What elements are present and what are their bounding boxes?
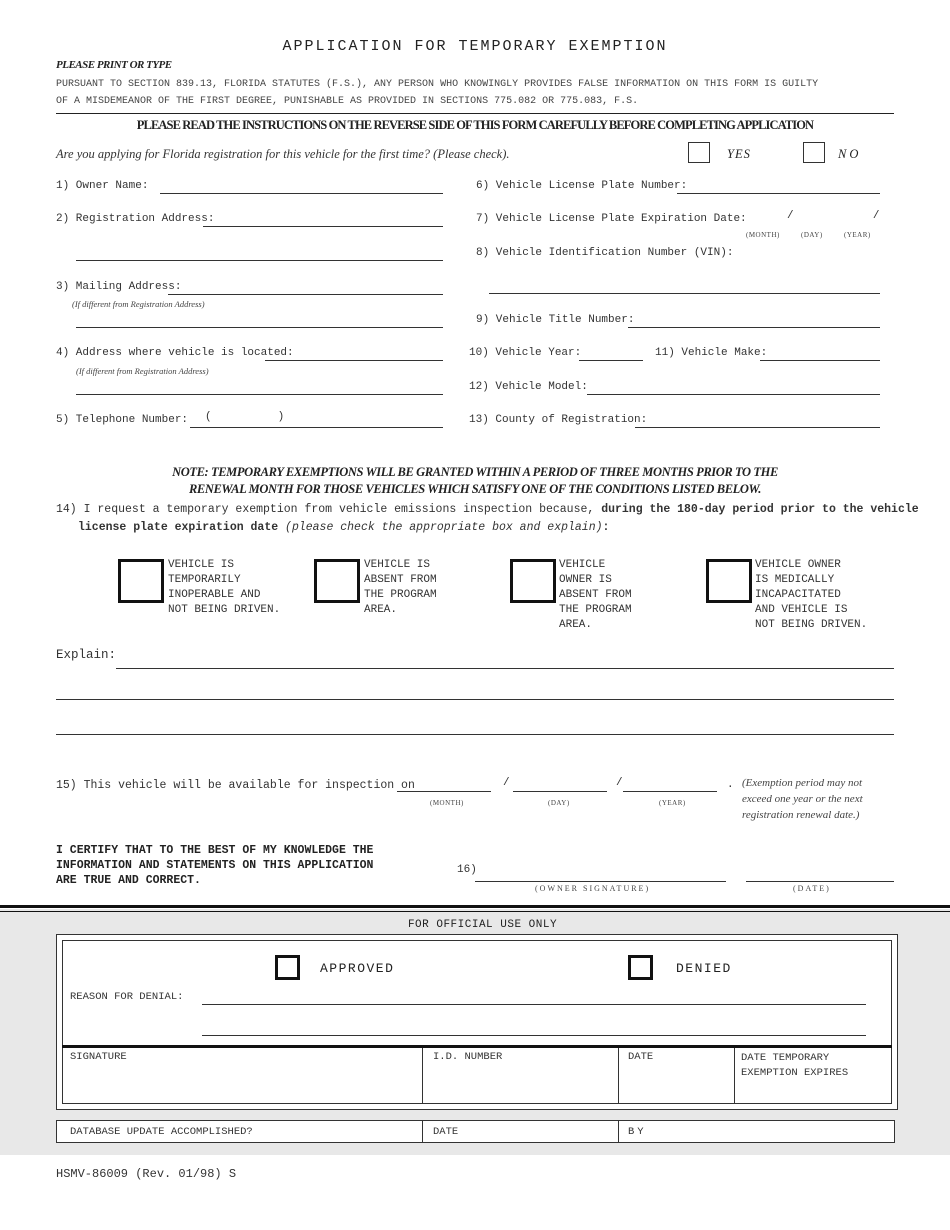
approved-checkbox[interactable] bbox=[275, 955, 300, 980]
inoperable-line: TEMPORARILY bbox=[168, 574, 241, 586]
owner-absent-line: VEHICLE bbox=[559, 559, 606, 571]
certification-text bbox=[56, 843, 373, 888]
exemption-note-line: exceed one year or the next bbox=[742, 793, 863, 805]
approved-label: APPROVED bbox=[320, 961, 395, 976]
request-line-2 bbox=[78, 521, 609, 534]
certification-line: ARE TRUE AND CORRECT. bbox=[56, 874, 201, 887]
grid-col-2 bbox=[618, 1048, 619, 1104]
telephone-label: 5) Telephone Number: bbox=[56, 414, 189, 426]
official-use-header: FOR OFFICIAL USE ONLY bbox=[407, 919, 558, 931]
explain-line-1[interactable] bbox=[116, 668, 894, 669]
denied-checkbox[interactable] bbox=[628, 955, 653, 980]
plate-exp-day-caption: (DAY) bbox=[801, 231, 823, 239]
title-number-label: 9) Vehicle Title Number: bbox=[476, 314, 635, 326]
medical-line: VEHICLE OWNER bbox=[755, 559, 841, 571]
explain-line-2[interactable] bbox=[56, 699, 894, 700]
no-checkbox[interactable] bbox=[803, 142, 825, 163]
inspection-month-line[interactable] bbox=[397, 791, 491, 792]
inspection-slash-2: / bbox=[616, 777, 623, 789]
expiration-label bbox=[741, 1051, 848, 1081]
request-line-2-bold: license plate expiration date bbox=[78, 521, 279, 534]
denied-label: DENIED bbox=[676, 961, 732, 976]
vehicle-year-line[interactable] bbox=[579, 360, 643, 361]
inspection-day-line[interactable] bbox=[513, 791, 607, 792]
vehicle-absent-line: VEHICLE IS bbox=[364, 559, 431, 571]
vehicle-make-line[interactable] bbox=[760, 360, 880, 361]
mailing-address-label: 3) Mailing Address: bbox=[56, 281, 182, 293]
medical-line: NOT BEING DRIVEN. bbox=[755, 619, 868, 631]
owner-name-line[interactable] bbox=[160, 193, 443, 194]
registration-address-line-1[interactable] bbox=[203, 226, 443, 227]
owner-absent-line: AREA. bbox=[559, 619, 593, 631]
official-divider-thin bbox=[0, 911, 950, 912]
medical-line: IS MEDICALLY bbox=[755, 574, 835, 586]
inoperable-line: INOPERABLE AND bbox=[168, 589, 261, 601]
db-col-2 bbox=[618, 1120, 619, 1143]
statute-warning bbox=[56, 76, 906, 110]
form-number: HSMV-86009 (Rev. 01/98) S bbox=[56, 1167, 237, 1181]
first-time-question: Are you applying for Florida registration for this vehicle for the first time? (Please check). bbox=[56, 147, 510, 161]
form-title: APPLICATION FOR TEMPORARY EXEMPTION bbox=[282, 38, 668, 55]
id-number-label: I.D. NUMBER bbox=[433, 1051, 503, 1063]
signature-date-line[interactable] bbox=[746, 881, 894, 882]
owner-absent-line: OWNER IS bbox=[559, 574, 612, 586]
request-line-1 bbox=[56, 503, 919, 516]
plate-number-label: 6) Vehicle License Plate Number: bbox=[476, 180, 688, 192]
title-number-line[interactable] bbox=[628, 327, 880, 328]
vin-line[interactable] bbox=[489, 293, 880, 294]
county-label: 13) County of Registration: bbox=[469, 414, 648, 426]
no-label: NO bbox=[838, 147, 862, 161]
statute-line-1: PURSUANT TO SECTION 839.13, FLORIDA STATUTES (F.S.), ANY PERSON WHO KNOWINGLY PROVIDES FALSE INFORMATION ON THIS FORM IS GUILTY bbox=[56, 79, 819, 90]
exemption-note-line: registration renewal date.) bbox=[742, 809, 860, 821]
vehicle-location-line-2[interactable] bbox=[76, 394, 443, 395]
inspection-year-caption: (YEAR) bbox=[659, 799, 686, 807]
certification-line: INFORMATION AND STATEMENTS ON THIS APPLICATION bbox=[56, 859, 374, 872]
vehicle-absent-text bbox=[364, 558, 437, 618]
yes-label: YES bbox=[727, 147, 751, 161]
exemption-note-line: (Exemption period may not bbox=[742, 777, 863, 789]
instructions-heading: PLEASE READ THE INSTRUCTIONS ON THE REVERSE SIDE OF THIS FORM CAREFULLY BEFORE COMPLETING APPLICATION bbox=[136, 118, 814, 132]
owner-absent-checkbox[interactable] bbox=[510, 559, 556, 603]
plate-expiration-label: 7) Vehicle License Plate Expiration Date: bbox=[476, 213, 747, 225]
mailing-address-line-1[interactable] bbox=[168, 294, 443, 295]
inoperable-checkbox[interactable] bbox=[118, 559, 164, 603]
inspection-day-caption: (DAY) bbox=[548, 799, 570, 807]
statute-line-2: OF A MISDEMEANOR OF THE FIRST DEGREE, PUNISHABLE AS PROVIDED IN SECTIONS 775.082 OR 775.083, F.S. bbox=[56, 96, 639, 107]
mailing-address-note: (If different from Registration Address) bbox=[72, 299, 205, 309]
denial-reason-line-1[interactable] bbox=[202, 1004, 866, 1005]
database-by-label: BY bbox=[628, 1126, 647, 1138]
denial-reason-line-2[interactable] bbox=[202, 1035, 866, 1036]
medical-line: AND VEHICLE IS bbox=[755, 604, 848, 616]
inoperable-text bbox=[168, 558, 280, 618]
database-date-label: DATE bbox=[433, 1126, 459, 1138]
telephone-line[interactable] bbox=[190, 427, 443, 428]
request-line-1-text: 14) I request a temporary exemption from vehicle emissions inspection because, bbox=[56, 503, 595, 516]
grid-col-3 bbox=[734, 1048, 735, 1104]
note-line-1: NOTE: TEMPORARY EXEMPTIONS WILL BE GRANTED WITHIN A PERIOD OF THREE MONTHS PRIOR TO THE bbox=[172, 465, 778, 479]
inspection-period: . bbox=[727, 779, 734, 791]
vin-label: 8) Vehicle Identification Number (VIN): bbox=[476, 247, 734, 259]
request-line-2-colon: : bbox=[602, 521, 610, 534]
signature-date-caption: (DATE) bbox=[793, 884, 831, 893]
approval-grid-divider bbox=[62, 1045, 892, 1048]
area-code-parens: ( ) bbox=[205, 411, 285, 423]
plate-expiration-slashes: / / bbox=[787, 210, 880, 222]
reason-for-denial-label: REASON FOR DENIAL: bbox=[70, 991, 184, 1003]
official-divider-thick bbox=[0, 905, 950, 908]
plate-exp-month-caption: (MONTH) bbox=[746, 231, 780, 239]
expiration-label-line: DATE TEMPORARY bbox=[741, 1052, 830, 1064]
vehicle-location-label: 4) Address where vehicle is located: bbox=[56, 347, 294, 359]
yes-checkbox[interactable] bbox=[688, 142, 710, 163]
owner-absent-line: THE PROGRAM bbox=[559, 604, 632, 616]
vehicle-absent-line: ABSENT FROM bbox=[364, 574, 437, 586]
vehicle-absent-line: THE PROGRAM bbox=[364, 589, 437, 601]
mailing-address-line-2[interactable] bbox=[76, 327, 443, 328]
note-line-2: RENEWAL MONTH FOR THOSE VEHICLES WHICH SATISFY ONE OF THE CONDITIONS LISTED BELOW. bbox=[188, 482, 762, 496]
explain-label: Explain: bbox=[56, 648, 117, 662]
owner-name-label: 1) Owner Name: bbox=[56, 180, 149, 192]
expiration-label-line: EXEMPTION EXPIRES bbox=[741, 1067, 849, 1079]
owner-absent-line: ABSENT FROM bbox=[559, 589, 632, 601]
medically-incapacitated-checkbox[interactable] bbox=[706, 559, 752, 603]
db-col-1 bbox=[422, 1120, 423, 1143]
official-signature-label: SIGNATURE bbox=[70, 1051, 127, 1063]
inoperable-line: VEHICLE IS bbox=[168, 559, 235, 571]
explain-line-3[interactable] bbox=[56, 734, 894, 735]
owner-signature-line[interactable] bbox=[475, 881, 726, 882]
registration-address-line-2[interactable] bbox=[76, 260, 443, 261]
request-line-2-italic: (please check the appropriate box and explain) bbox=[285, 521, 603, 534]
vehicle-absent-line: AREA. bbox=[364, 604, 398, 616]
vehicle-model-label: 12) Vehicle Model: bbox=[469, 381, 588, 393]
grid-col-1 bbox=[422, 1048, 423, 1104]
vehicle-location-note: (If different from Registration Address) bbox=[76, 366, 209, 376]
inspection-year-line[interactable] bbox=[623, 791, 717, 792]
request-line-1-bold: during the 180-day period prior to the vehicle bbox=[601, 503, 919, 516]
registration-address-label: 2) Registration Address: bbox=[56, 213, 215, 225]
certification-line: I CERTIFY THAT TO THE BEST OF MY KNOWLEDGE THE bbox=[56, 844, 374, 857]
owner-signature-caption: (OWNER SIGNATURE) bbox=[535, 884, 651, 893]
medical-line: INCAPACITATED bbox=[755, 589, 841, 601]
signature-number: 16) bbox=[457, 864, 477, 876]
please-print-label: PLEASE PRINT OR TYPE bbox=[56, 59, 172, 71]
top-divider bbox=[56, 113, 894, 114]
vehicle-year-label: 10) Vehicle Year: bbox=[469, 347, 582, 359]
inspection-slash-1: / bbox=[503, 777, 510, 789]
inoperable-line: NOT BEING DRIVEN. bbox=[168, 604, 281, 616]
database-update-label: DATABASE UPDATE ACCOMPLISHED? bbox=[70, 1126, 253, 1138]
plate-exp-year-caption: (YEAR) bbox=[844, 231, 871, 239]
medically-incapacitated-text bbox=[755, 558, 867, 633]
inspection-month-caption: (MONTH) bbox=[430, 799, 464, 807]
vehicle-model-line[interactable] bbox=[587, 394, 880, 395]
vehicle-absent-checkbox[interactable] bbox=[314, 559, 360, 603]
plate-number-line[interactable] bbox=[677, 193, 880, 194]
vehicle-location-line-1[interactable] bbox=[265, 360, 443, 361]
owner-absent-text bbox=[559, 558, 632, 633]
exemption-period-note bbox=[742, 775, 863, 823]
inspection-label: 15) This vehicle will be available for inspection on bbox=[56, 779, 415, 792]
county-line[interactable] bbox=[635, 427, 880, 428]
vehicle-make-label: 11) Vehicle Make: bbox=[655, 347, 768, 359]
official-date-label: DATE bbox=[628, 1051, 654, 1063]
